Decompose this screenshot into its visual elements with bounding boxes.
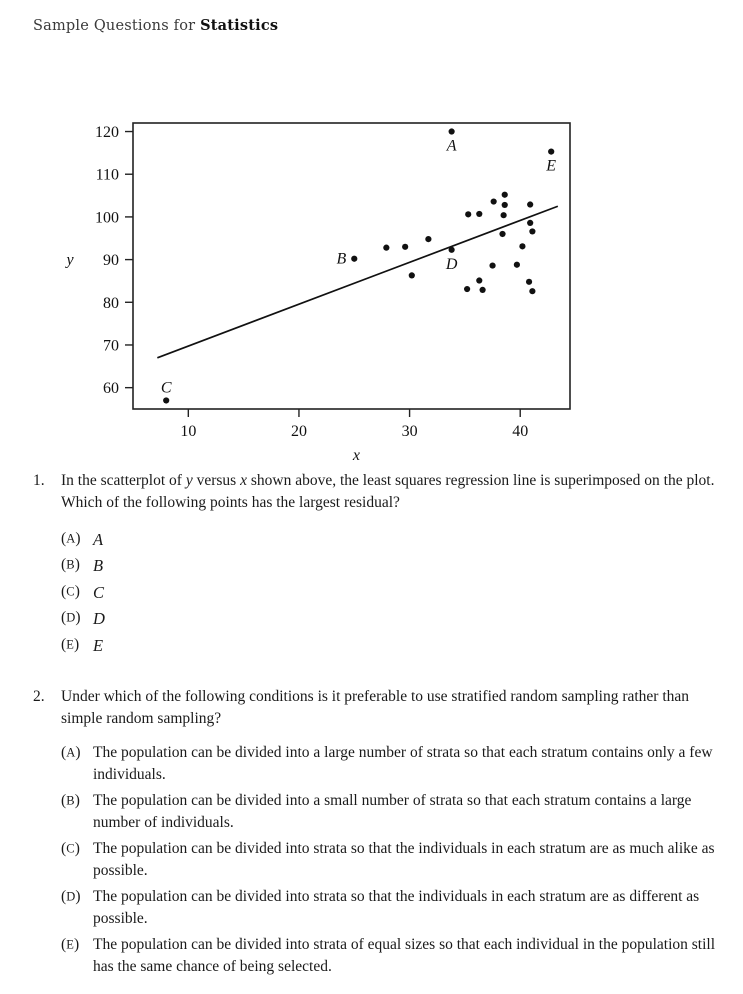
data-point <box>476 277 482 283</box>
scatterplot-figure <box>0 100 743 460</box>
point-label-d: D <box>445 255 458 273</box>
y-axis-label: y <box>66 251 74 269</box>
answer-choice[interactable] <box>61 790 715 834</box>
data-point-c <box>163 397 169 403</box>
x-axis-label: x <box>352 447 361 460</box>
answer-choice-letter: (C) <box>61 840 80 857</box>
y-tick-label: 80 <box>103 294 119 312</box>
question-2-number: 2. <box>33 688 45 705</box>
question-1-stem <box>61 470 715 514</box>
answer-choice-text: E <box>93 635 104 655</box>
question-2-header <box>33 686 715 730</box>
y-tick-label: 60 <box>103 380 119 398</box>
question-1-choices <box>33 528 715 657</box>
question-1 <box>33 470 715 660</box>
answer-choice[interactable] <box>61 528 715 551</box>
stem-variable: y <box>185 472 193 489</box>
question-1-header <box>33 470 715 514</box>
answer-choice[interactable] <box>61 581 715 604</box>
stem-text: Under which of the following conditions is it preferable to use stratified random sampling rather than simple random sampling? <box>61 688 690 727</box>
answer-choice[interactable] <box>61 838 715 882</box>
data-point <box>502 202 508 208</box>
answer-choice-letter: (A) <box>61 744 81 761</box>
point-label-e: E <box>546 157 557 175</box>
x-tick-label: 10 <box>180 423 197 440</box>
data-point <box>527 220 533 226</box>
answer-choice-text: A <box>93 530 104 549</box>
data-point <box>491 198 497 204</box>
answer-choice-letter: (E) <box>61 936 80 953</box>
data-point-e <box>548 149 554 155</box>
data-point <box>499 231 505 237</box>
data-point <box>402 244 408 250</box>
answer-choice[interactable] <box>61 886 715 930</box>
x-tick-label: 30 <box>401 423 418 440</box>
answer-choice-text: The population can be divided into strata of equal sizes so that each individual in the population still has the same chance of being selected. <box>93 936 716 975</box>
answer-choice[interactable] <box>61 607 715 630</box>
stem-text: versus <box>192 472 241 489</box>
question-1-number: 1. <box>33 472 45 489</box>
answer-choice[interactable] <box>61 634 715 657</box>
data-point <box>409 272 415 278</box>
data-point <box>529 228 535 234</box>
data-point <box>464 286 470 292</box>
data-point <box>480 287 486 293</box>
answer-choice-text: C <box>93 582 105 602</box>
answer-choice-text: The population can be divided into a small number of strata so that each stratum contains a large number of individuals. <box>93 792 692 831</box>
point-label-c: C <box>160 379 172 397</box>
answer-choice-letter: (D) <box>61 888 81 905</box>
point-label-a: A <box>446 137 457 155</box>
page-title-prefix: Sample Questions for <box>33 18 201 34</box>
stem-text: shown above, the least squares regression line is superimposed on the plot. Which of the following points has the largest residual? <box>61 472 715 511</box>
data-point <box>526 279 532 285</box>
data-point-b <box>351 256 357 262</box>
page-title-subject: Statistics <box>200 17 279 34</box>
question-2 <box>33 686 715 982</box>
scatterplot-svg <box>0 100 743 460</box>
y-tick-label: 70 <box>103 337 119 355</box>
answer-choice-text: The population can be divided into strata so that the individuals in each stratum are as much alike as possible. <box>93 840 715 879</box>
y-tick-label: 120 <box>95 124 119 142</box>
answer-choice-text: B <box>93 556 104 576</box>
x-tick-label: 20 <box>290 423 307 440</box>
data-point <box>476 211 482 217</box>
answer-choice-text: The population can be divided into a large number of strata so that each stratum contains only a few individuals. <box>93 744 713 783</box>
answer-choice[interactable] <box>61 934 715 978</box>
regression-line <box>157 206 557 358</box>
question-2-choices <box>33 742 715 978</box>
stem-text: In the scatterplot of <box>61 472 186 489</box>
y-tick-label: 110 <box>95 166 119 184</box>
question-2-stem <box>61 686 715 730</box>
page-title <box>33 17 278 34</box>
data-point-d <box>449 247 455 253</box>
answer-choice-letter: (C) <box>61 582 80 600</box>
answer-choice-letter: (B) <box>61 556 80 574</box>
answer-choice-letter: (A) <box>61 530 81 547</box>
answer-choice-letter: (E) <box>61 635 80 653</box>
data-point <box>529 288 535 294</box>
data-point <box>514 262 520 268</box>
data-point <box>489 262 495 268</box>
point-label-b: B <box>336 250 347 268</box>
answer-choice[interactable] <box>61 742 715 786</box>
data-point <box>383 245 389 251</box>
data-point <box>502 192 508 198</box>
answer-choice-text: D <box>93 609 105 629</box>
data-point <box>527 201 533 207</box>
answer-choice-text: The population can be divided into strata so that the individuals in each stratum are as different as possible. <box>93 888 700 927</box>
data-point-a <box>449 128 455 134</box>
plot-frame <box>133 123 570 409</box>
data-point <box>501 212 507 218</box>
data-point <box>465 211 471 217</box>
answer-choice-letter: (D) <box>61 609 81 627</box>
y-tick-label: 90 <box>103 252 119 270</box>
data-point <box>425 236 431 242</box>
y-tick-label: 100 <box>95 209 119 227</box>
x-tick-label: 40 <box>512 423 529 440</box>
answer-choice-letter: (B) <box>61 792 80 809</box>
answer-choice[interactable] <box>61 554 715 577</box>
data-point <box>519 243 525 249</box>
stem-variable: x <box>240 472 247 489</box>
